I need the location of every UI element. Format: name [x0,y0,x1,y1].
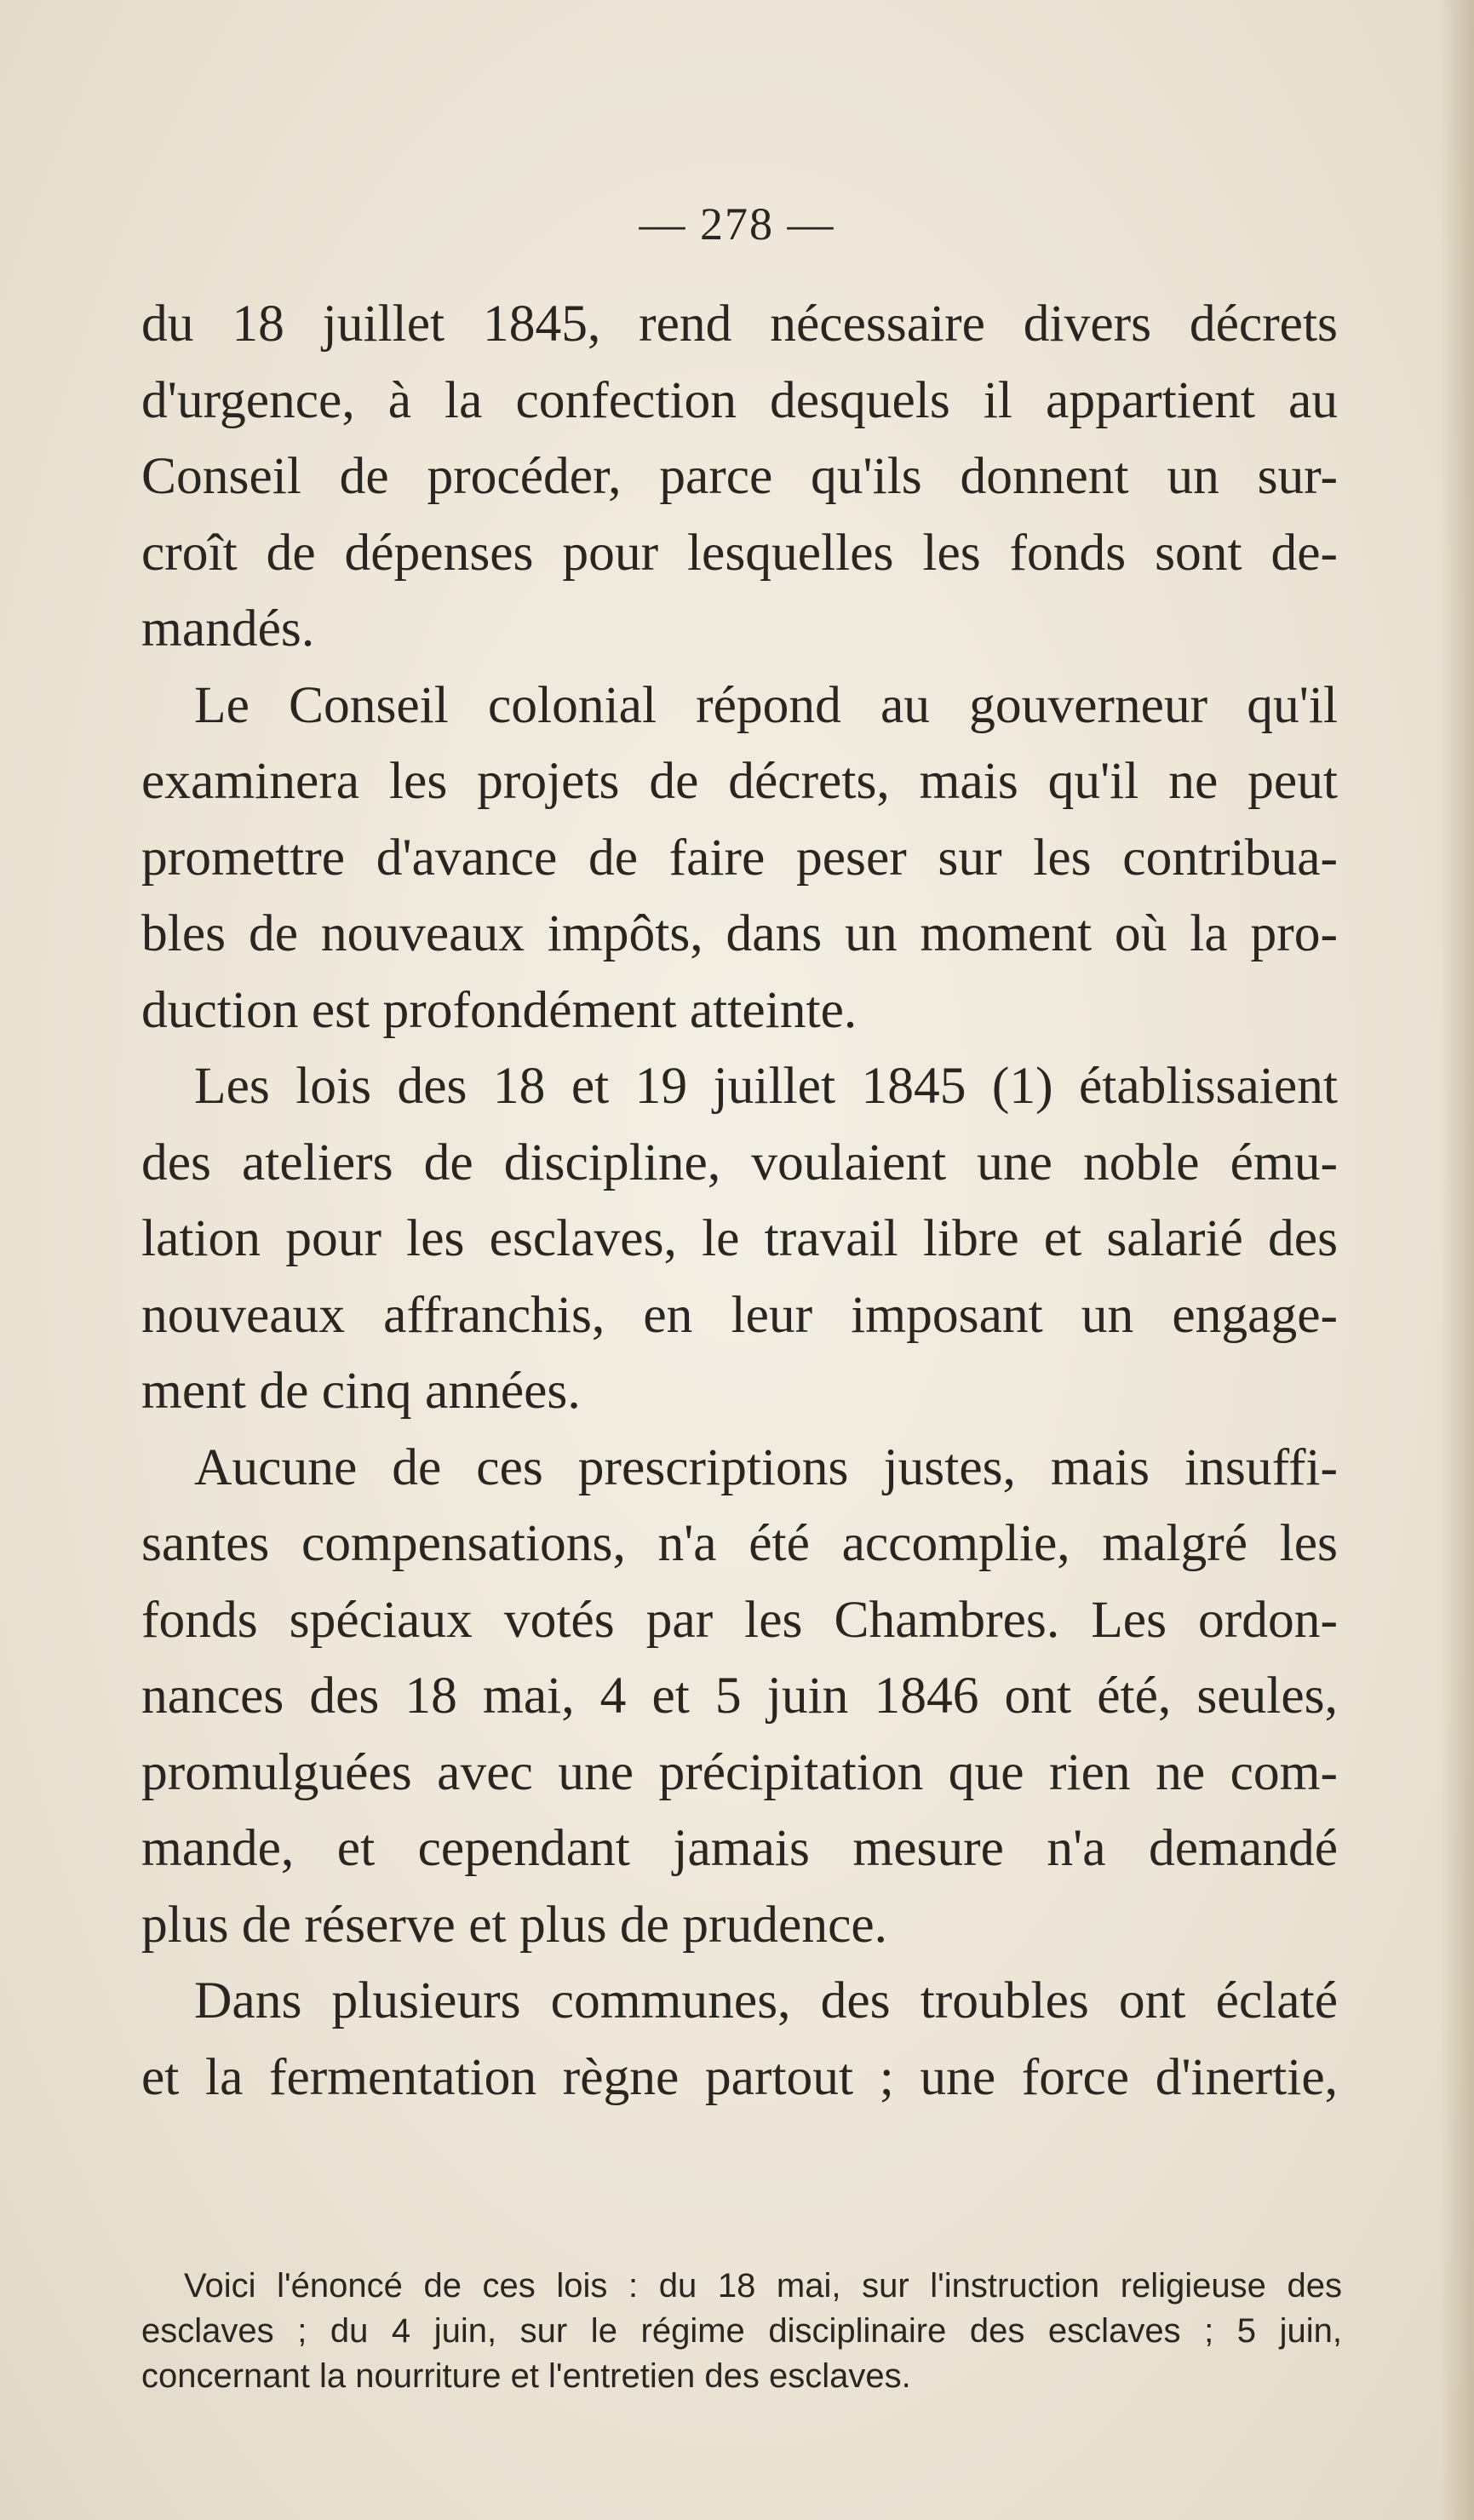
text-line: promettre d'avance de faire peser sur les contribua- [141,828,1338,887]
footnote-line: esclaves ; du 4 juin, sur le régime disciplinaire des esclaves ; 5 juin, [141,2312,1342,2350]
body-text [141,286,1338,2115]
footnote [141,2264,1342,2399]
text-line: Conseil de procéder, parce qu'ils donnent un sur- [141,447,1338,505]
text-line: promulguées avec une précipitation que rien ne com- [141,1742,1338,1801]
text-line: fonds spéciaux votés par les Chambres. Les ordon- [141,1590,1338,1649]
text-line: duction est profondément atteinte. [141,980,857,1039]
text-line: lation pour les esclaves, le travail libre et salarié des [141,1209,1338,1267]
footnote-line: concernant la nourriture et l'entretien des esclaves. [141,2357,911,2395]
footnote-line: Voici l'énoncé de ces lois : du 18 mai, sur l'instruction religieuse des [184,2267,1342,2305]
text-line: examinera les projets de décrets, mais qu'il ne peut [141,752,1338,810]
text-line: des ateliers de discipline, voulaient une noble ému- [141,1133,1338,1191]
text-line: Les lois des 18 et 19 juillet 1845 (1) établissaient [194,1057,1338,1115]
text-line: nouveaux affranchis, en leur imposant un engage- [141,1285,1338,1344]
text-line: Dans plusieurs communes, des troubles ont éclaté [194,1972,1338,2029]
text-line: Aucune de ces prescriptions justes, mais insuffi- [194,1438,1338,1496]
text-line: plus de réserve et plus de prudence. [141,1895,888,1954]
text-line: Le Conseil colonial répond au gouverneur qu'il [194,675,1338,734]
text-line: mandés. [141,600,315,657]
text-line: santes compensations, n'a été accomplie, malgré les [141,1514,1338,1572]
text-line: bles de nouveaux impôts, dans un moment où la pro- [141,904,1338,962]
text-line: mande, et cependant jamais mesure n'a demandé [141,1819,1338,1877]
text-line: nances des 18 mai, 4 et 5 juin 1846 ont été, seules, [141,1667,1338,1725]
text-line: ment de cinq années. [141,1362,581,1420]
text-line: croît de dépenses pour lesquelles les fonds sont de- [141,523,1338,582]
text-line: et la fermentation règne partout ; une force d'inertie, [141,2047,1338,2106]
text-line: du 18 juillet 1845, rend nécessaire divers décrets [141,295,1338,353]
page-number: — 278 — [639,198,835,250]
text-line: d'urgence, à la confection desquels il appartient au [141,370,1338,429]
page-edge-shadow [1440,0,1474,2520]
